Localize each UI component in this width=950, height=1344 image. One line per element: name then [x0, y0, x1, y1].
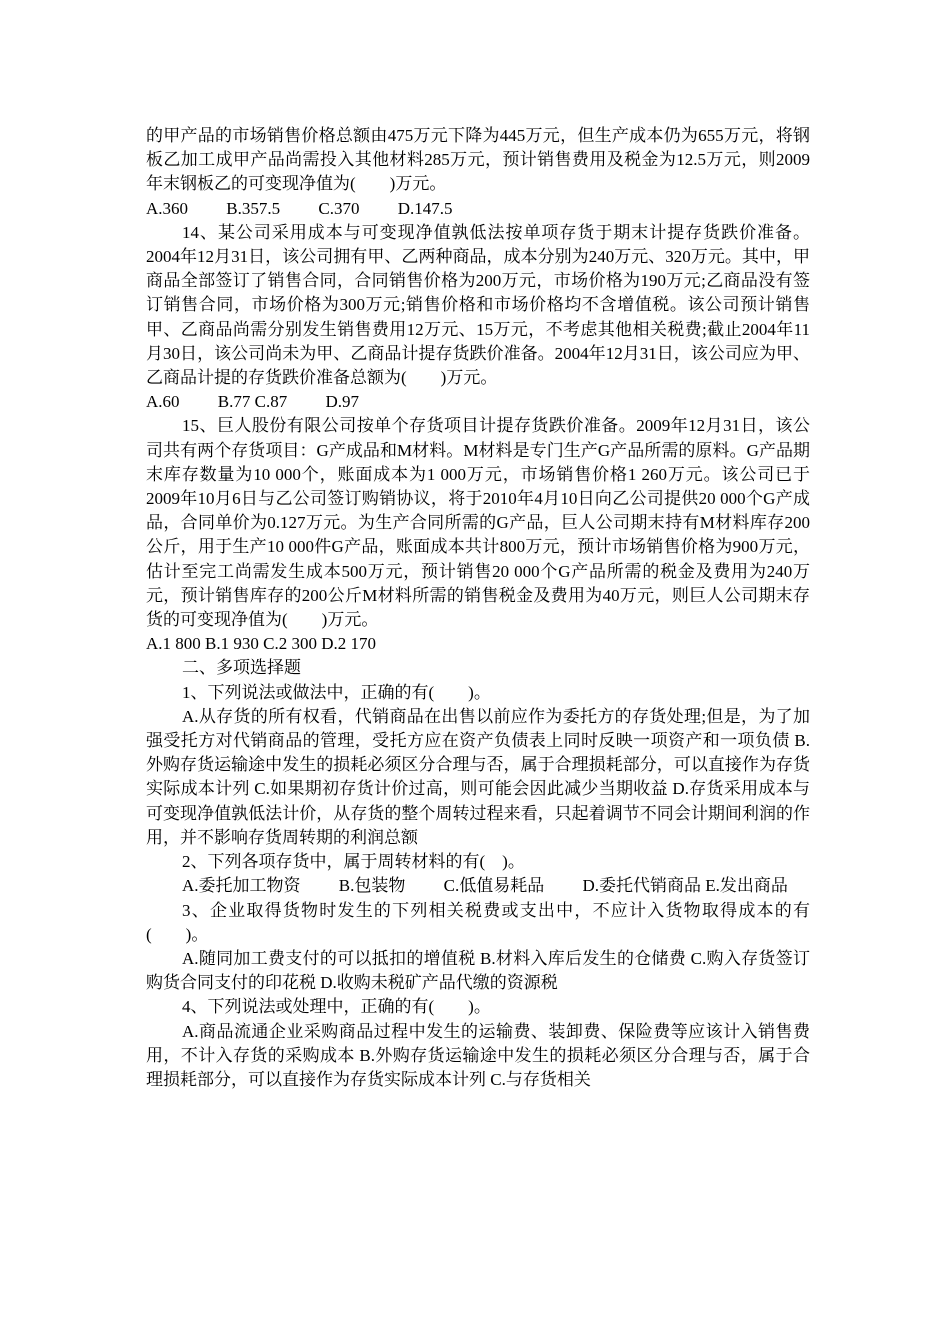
question-13-options: A.360 B.357.5 C.370 D.147.5	[146, 198, 453, 218]
question-15: 15、巨人股份有限公司按单个存货项目计提存货跌价准备。2009年12月31日，该公司共有两个存货项目：G产成品和M材料。M材料是专门生产G产品所需的原料。G产品期末库存数量为10 000个，账面成本为1 000万元，市场销售价格1 260万元。该公司已于2009年10月6日与乙公司签订购销协议，将于2010年4月10日向乙公司提供20 000个G产成品，合同单价为0.127万元。为生产合同所需的G产品，巨人公司期末持有M材料库存200公斤，用于生产10 000件G产品，账面成本共计800万元，预计市场销售价格为900万元，估计至完工尚需发生成本500万元，预计销售20 000个G产品所需的税金及费用为240万元，预计销售库存的200公斤M材料所需的销售税金及费用为40万元，则巨人公司期末存货的可变现净值为( )万元。	[146, 416, 810, 630]
multi-question-1: 1、下列说法或做法中，正确的有( )。	[182, 682, 491, 702]
multi-question-4: 4、下列说法或处理中，正确的有( )。	[182, 997, 491, 1017]
question-13-continuation: 的甲产品的市场销售价格总额由475万元下降为445万元，但生产成本仍为655万元，将钢板乙加工成甲产品尚需投入其他材料285万元，预计销售费用及税金为12.5万元，则2009年末钢板乙的可变现净值为( )万元。	[146, 126, 810, 194]
multi-question-2-options: A.委托加工物资 B.包装物 C.低值易耗品 D.委托代销商品 E.发出商品	[182, 876, 788, 896]
section-heading-multiple-choice: 二、多项选择题	[182, 658, 301, 678]
question-14: 14、某公司采用成本与可变现净值孰低法按单项存货于期末计提存货跌价准备。2004年12月31日，该公司拥有甲、乙两种商品，成本分别为240万元、320万元。其中，甲商品全部签订了销售合同，合同销售价格为200万元，市场价格为190万元;乙商品没有签订销售合同，市场价格为300万元;销售价格和市场价格均不含增值税。该公司预计销售甲、乙商品尚需分别发生销售费用12万元、15万元，不考虑其他相关税费;截止2004年11月30日，该公司尚未为甲、乙商品计提存货跌价准备。2004年12月31日，该公司应为甲、乙商品计提的存货跌价准备总额为( )万元。	[146, 222, 810, 388]
multi-question-4-options: A.商品流通企业采购商品过程中发生的运输费、装卸费、保险费等应该计入销售费用，不计入存货的采购成本 B.外购存货运输途中发生的损耗必须区分合理与否，属于合理损耗部分，可以直接作为存货实际成本计列 C.与存货相关	[146, 1021, 810, 1089]
multi-question-3: 3、企业取得货物时发生的下列相关税费或支出中，不应计入货物取得成本的有( )。	[146, 900, 810, 944]
question-15-options: A.1 800 B.1 930 C.2 300 D.2 170	[146, 634, 376, 654]
multi-question-2: 2、下列各项存货中，属于周转材料的有( )。	[182, 852, 525, 872]
document-body	[146, 124, 810, 1092]
question-14-options: A.60 B.77 C.87 D.97	[146, 392, 359, 412]
multi-question-3-options: A.随同加工费支付的可以抵扣的增值税 B.材料入库后发生的仓储费 C.购入存货签订购货合同支付的印花税 D.收购未税矿产品代缴的资源税	[146, 948, 810, 993]
multi-question-1-options: A.从存货的所有权看，代销商品在出售以前应作为委托方的存货处理;但是，为了加强受托方对代销商品的管理，受托方应在资产负债表上同时反映一项资产和一项负债 B.外购存货运输途中发生的损耗必须区分合理与否，属于合理损耗部分，可以直接作为存货实际成本计列 C.如果期初存货计价过高，则可能会因此减少当期收益 D.存货采用成本与可变现净值孰低法计价，从存货的整个周转过程来看，只起着调节不同会计期间利润的作用，并不影响存货周转期的利润总额	[146, 706, 810, 847]
